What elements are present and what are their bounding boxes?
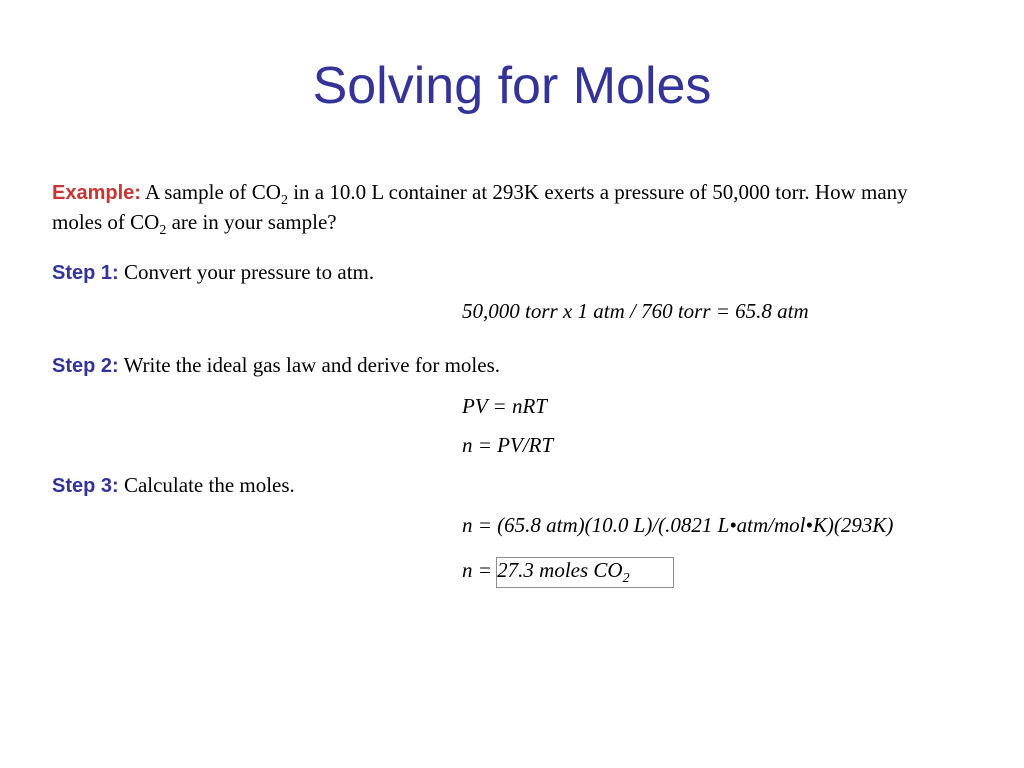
answer-text: n = 27.3 moles CO [462,558,623,582]
step-2-text: Write the ideal gas law and derive for moles. [123,353,500,377]
example-subscript-1: 2 [280,193,288,208]
example-label: Example: [52,182,141,204]
step-3-paragraph [52,471,952,501]
step-2-equation-2: n = PV/RT [462,433,554,457]
step-1-equation: 50,000 torr x 1 atm / 760 torr = 65.8 atm [462,299,809,323]
example-subscript-2: 2 [159,223,167,238]
slide-title: Solving for Moles [312,57,712,115]
step-1-text: Convert your pressure to atm. [123,260,375,284]
answer-equation [462,558,630,586]
answer-subscript: 2 [622,571,630,586]
step-1-label: Step 1: [52,262,119,284]
step-2-equation-1: PV = nRT [462,394,547,418]
example-text-part-1: A sample of CO [145,180,281,204]
step-3-text: Calculate the moles. [123,473,295,497]
step-1-paragraph [52,258,952,288]
example-text-part-2: in a 10.0 L container at 293K exerts a pressure of 50,000 torr. How many moles of CO [52,180,908,234]
step-2-paragraph [52,351,952,381]
step-2-label: Step 2: [52,355,119,377]
example-paragraph [52,178,952,237]
step-3-equation: n = (65.8 atm)(10.0 L)/(.0821 L•atm/mol•K)(293K) [462,513,894,537]
step-3-label: Step 3: [52,475,119,497]
example-text-part-3: are in your sample? [166,210,337,234]
